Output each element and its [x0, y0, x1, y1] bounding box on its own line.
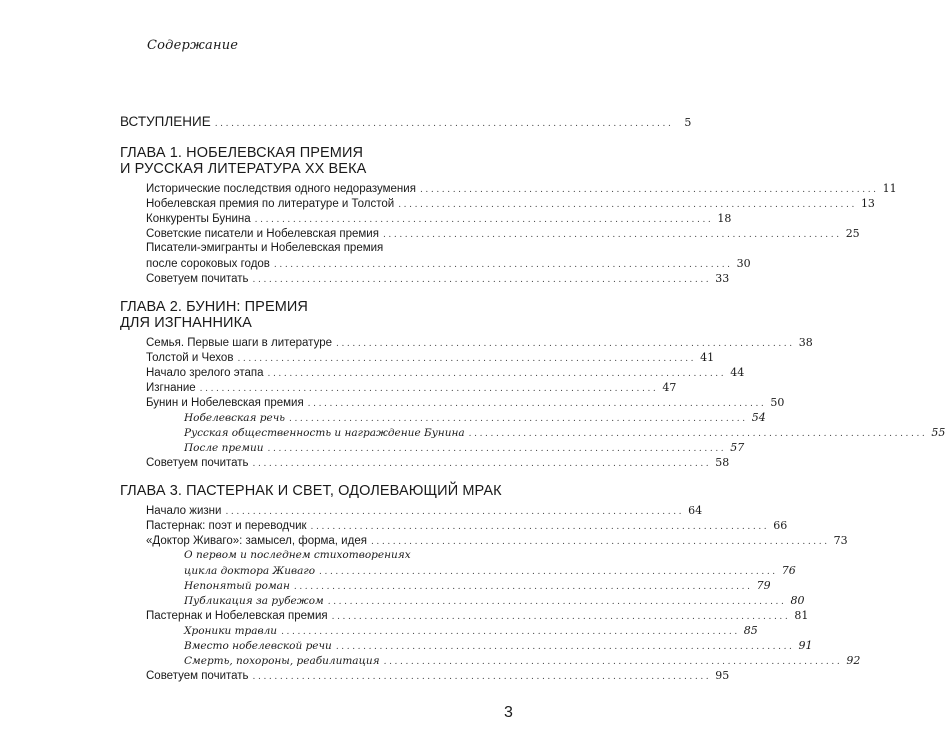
toc-entry[interactable] [120, 226, 860, 241]
toc-page-number: 91 [798, 639, 813, 652]
toc-page-number: 41 [700, 351, 715, 364]
toc-page-number: 66 [773, 519, 788, 532]
toc-subentry[interactable] [120, 410, 766, 425]
dot-leader: .................................................................................... [289, 414, 748, 424]
dot-leader: .................................................................................... [273, 260, 733, 270]
toc-page-number: 54 [751, 411, 766, 424]
toc-entry-label: Конкуренты Бунина [146, 213, 251, 225]
toc-entry-label: Пастернак: поэт и переводчик [146, 520, 307, 532]
dot-leader: .................................................................................... [336, 339, 795, 349]
toc-entry-label: Исторические последствия одного недоразумения [146, 183, 416, 195]
toc-entry[interactable] [120, 350, 715, 365]
toc-page-number: 80 [790, 594, 805, 607]
toc-entry-label: Начало зрелого этапа [146, 367, 264, 379]
toc-entry-label: цикла доктора Живаго [184, 565, 316, 577]
toc-entry-label: Вместо нобелевской речи [184, 640, 332, 652]
toc-entry[interactable] [120, 533, 848, 548]
toc-page-number: 50 [770, 396, 785, 409]
dot-leader: .................................................................................... [293, 582, 753, 592]
toc-entry[interactable] [120, 256, 751, 271]
toc-entry-label: Публикация за рубежом [184, 595, 324, 607]
dot-leader: .................................................................................... [199, 384, 659, 394]
toc-page-number: 64 [688, 504, 703, 517]
toc-entry[interactable] [120, 365, 745, 380]
page-title: Содержание [147, 38, 239, 53]
toc-page-number: 73 [833, 534, 848, 547]
dot-leader: .................................................................................... [383, 657, 843, 667]
toc-entry-label: Непонятый роман [184, 580, 290, 592]
dot-leader: .................................................................................... [468, 429, 928, 439]
chapter-title-line: ГЛАВА 1. НОБЕЛЕВСКАЯ ПРЕМИЯ [120, 145, 364, 161]
dot-leader: .................................................................................... [214, 119, 674, 129]
dot-leader: .................................................................................... [398, 200, 857, 210]
toc-page-number: 38 [798, 336, 813, 349]
toc-entry-label: Нобелевская премия по литературе и Толстой [146, 198, 395, 210]
toc-entry-label: после сороковых годов [146, 258, 270, 270]
toc-entry[interactable] [120, 608, 809, 623]
dot-leader: .................................................................................... [252, 672, 712, 682]
toc-page-number: 44 [730, 366, 745, 379]
chapter-3-heading[interactable] [120, 483, 502, 499]
toc-page-number: 30 [736, 257, 751, 270]
toc-subentry[interactable] [120, 563, 796, 578]
toc-entry-label: Советуем почитать [146, 457, 249, 469]
dot-leader: .................................................................................... [319, 567, 778, 577]
dot-leader: .................................................................................... [331, 612, 791, 622]
toc-page-number: 18 [717, 212, 732, 225]
chapter-2-heading[interactable] [120, 299, 498, 331]
toc-entry-label: Пастернак и Нобелевская премия [146, 610, 328, 622]
chapter-title-line: ДЛЯ ИЗГНАННИКА [120, 315, 252, 331]
toc-page-number: 57 [730, 441, 745, 454]
dot-leader: .................................................................................... [419, 185, 879, 195]
dot-leader: .................................................................................... [225, 507, 685, 517]
toc-page-number: 25 [845, 227, 860, 240]
toc-entry[interactable] [120, 271, 730, 286]
toc-entry-label: «Доктор Живаго»: замысел, форма, идея [146, 535, 367, 547]
toc-page-number: 76 [781, 564, 796, 577]
toc-subentry[interactable] [120, 623, 758, 638]
toc-subentry[interactable] [120, 425, 945, 440]
toc-entry[interactable] [120, 196, 875, 211]
toc-entry-label: Изгнание [146, 382, 196, 394]
toc-page-number: 92 [846, 654, 861, 667]
chapter-1-heading[interactable] [120, 145, 498, 177]
toc-entry-label: Начало жизни [146, 505, 222, 517]
page-number: 3 [504, 704, 513, 721]
toc-page-number: 79 [756, 579, 771, 592]
toc-entry-first-line[interactable]: Писатели-эмигранты и Нобелевская премия [146, 242, 384, 254]
chapter-title-line: ГЛАВА 3. ПАСТЕРНАК И СВЕТ, ОДОЛЕВАЮЩИЙ МРАК [120, 483, 502, 499]
dot-leader: .................................................................................... [254, 215, 714, 225]
dot-leader: .................................................................................... [310, 522, 770, 532]
dot-leader: .................................................................................... [327, 597, 787, 607]
toc-page-number: 33 [715, 272, 730, 285]
toc-page-number: 55 [931, 426, 945, 439]
toc-page-number: 5 [684, 116, 692, 129]
toc-page-number: 85 [743, 624, 758, 637]
dot-leader: .................................................................................... [382, 230, 842, 240]
toc-entry-label: Бунин и Нобелевская премия [146, 397, 304, 409]
dot-leader: .................................................................................... [370, 537, 830, 547]
toc-entry[interactable] [120, 335, 813, 350]
dot-leader: .................................................................................... [267, 444, 727, 454]
toc-entry[interactable] [120, 503, 703, 518]
toc-entry-label: Нобелевская речь [184, 412, 285, 424]
toc-entry-label: Советские писатели и Нобелевская премия [146, 228, 379, 240]
toc-entry[interactable] [120, 380, 677, 395]
toc-page-number: 58 [715, 456, 730, 469]
chapter-title-line: И РУССКАЯ ЛИТЕРАТУРА XX ВЕКА [120, 161, 367, 177]
toc-entry-label: ВСТУПЛЕНИЕ [120, 114, 211, 129]
toc-entry-label: Русская общественность и награждение Бунина [184, 427, 465, 439]
toc-entry[interactable] [120, 395, 785, 410]
toc-entry[interactable] [120, 668, 730, 683]
dot-leader: .................................................................................... [335, 642, 795, 652]
toc-subentry-first-line[interactable]: О первом и последнем стихотворениях [184, 549, 411, 561]
toc-entry[interactable] [120, 455, 730, 470]
toc-subentry[interactable] [120, 440, 745, 455]
toc-page-number: 81 [794, 609, 809, 622]
dot-leader: .................................................................................... [252, 459, 712, 469]
toc-entry-intro[interactable] [120, 112, 692, 132]
table-of-contents [120, 112, 945, 683]
toc-entry-label: Советуем почитать [146, 273, 249, 285]
dot-leader: .................................................................................... [267, 369, 727, 379]
dot-leader: .................................................................................... [281, 627, 740, 637]
toc-entry[interactable] [120, 181, 897, 196]
toc-subentry[interactable] [120, 578, 771, 593]
toc-entry-label: Смерть, похороны, реабилитация [184, 655, 380, 667]
toc-page-number: 13 [860, 197, 875, 210]
toc-entry-label: Советуем почитать [146, 670, 249, 682]
toc-subentry[interactable] [120, 653, 861, 668]
dot-leader: .................................................................................... [307, 399, 767, 409]
toc-entry-label: Семья. Первые шаги в литературе [146, 337, 332, 349]
toc-entry[interactable] [120, 211, 732, 226]
toc-subentry[interactable] [120, 593, 805, 608]
toc-page-number: 11 [882, 182, 897, 195]
toc-entry-label: Хроники травли [184, 625, 278, 637]
dot-leader: .................................................................................... [252, 275, 712, 285]
chapter-title-line: ГЛАВА 2. БУНИН: ПРЕМИЯ [120, 299, 308, 315]
toc-entry-label: Толстой и Чехов [146, 352, 234, 364]
dot-leader: .................................................................................... [237, 354, 697, 364]
toc-entry-label: После премии [184, 442, 264, 454]
toc-page-number: 95 [715, 669, 730, 682]
toc-page-number: 47 [662, 381, 677, 394]
toc-subentry[interactable] [120, 638, 813, 653]
toc-entry[interactable] [120, 518, 788, 533]
